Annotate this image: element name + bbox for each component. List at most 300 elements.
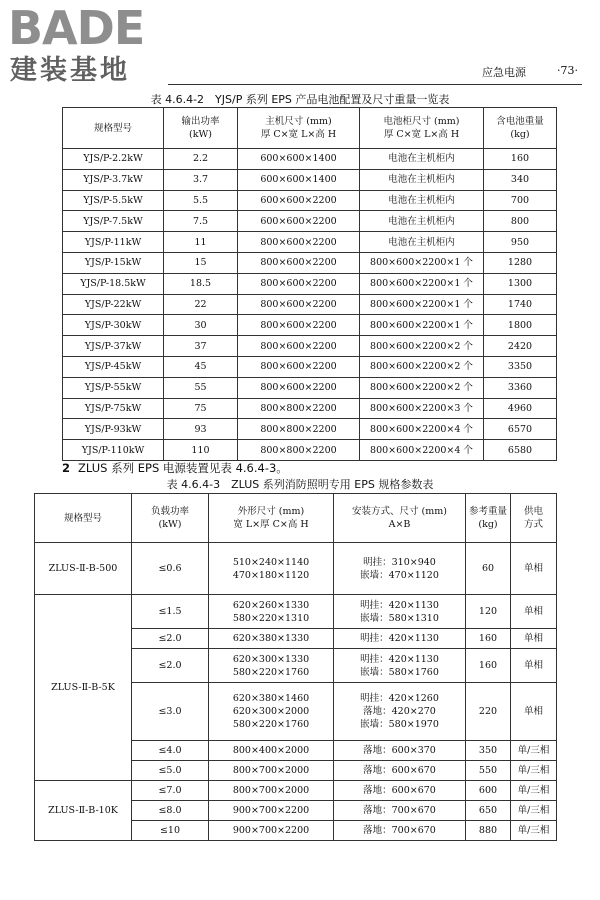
cell-weight — [484, 169, 557, 190]
cell-model — [63, 336, 164, 357]
cell-battery-size — [360, 273, 484, 294]
cell-mount — [334, 543, 466, 595]
logo-wordmark: BADE — [8, 1, 145, 55]
cell-weight-line: 350 — [478, 745, 498, 756]
cell-battery-size-line: 800×600×2200×2 个 — [370, 382, 473, 394]
cell-model — [63, 149, 164, 170]
cell-dims — [209, 741, 334, 761]
table2-header-1 — [132, 494, 209, 543]
cell-host-size — [238, 377, 360, 398]
paragraph-text: ZLUS 系列 EPS 电源装置见表 4.6.4-3。 — [78, 461, 288, 475]
cell-mount-line: 落地：600×370 — [363, 745, 436, 756]
cell-host-size-line: 800×800×2200 — [260, 402, 337, 414]
table2-header-3-line: A×B — [388, 519, 411, 530]
cell-model — [63, 252, 164, 273]
cell-supply-line: 单相 — [523, 660, 543, 671]
table2-header-2 — [209, 494, 334, 543]
cell-model-line: YJS/P-37kW — [84, 340, 142, 352]
cell-model-line: YJS/P-5.5kW — [83, 194, 143, 206]
cell-supply — [511, 801, 557, 821]
cell-battery-size-line: 800×600×2200×1 个 — [370, 257, 473, 269]
cell-battery-size-line: 800×600×2200×1 个 — [370, 278, 473, 290]
cell-model-line: YJS/P-22kW — [84, 298, 142, 310]
table1-header-1-line: 输出功率 — [181, 116, 220, 127]
cell-model — [63, 294, 164, 315]
cell-dims — [209, 821, 334, 841]
cell-weight-line: 1800 — [507, 319, 533, 331]
cell-host-size-line: 800×600×2200 — [260, 298, 337, 310]
cell-mount-line: 嵌墙：580×1760 — [360, 666, 439, 678]
cell-power-line: ≤2.0 — [158, 633, 182, 644]
cell-model — [63, 315, 164, 336]
table2-header-4-line: 参考重量 — [468, 506, 507, 517]
cell-battery-size — [360, 252, 484, 273]
table1-header-0 — [63, 108, 164, 149]
cell-dims-line: 800×700×2000 — [232, 765, 310, 776]
cell-weight — [484, 440, 557, 461]
cell-supply — [511, 649, 557, 683]
cell-battery-size — [360, 149, 484, 170]
table-row — [63, 252, 557, 273]
cell-power — [164, 336, 238, 357]
cell-mount — [334, 761, 466, 781]
table-row — [35, 781, 557, 801]
cell-battery-size-line: 800×600×2200×4 个 — [370, 423, 473, 435]
cell-power — [164, 273, 238, 294]
table1-header-3 — [360, 108, 484, 149]
table2-header-0 — [35, 494, 132, 543]
cell-model — [63, 211, 164, 232]
cell-weight-line: 340 — [510, 174, 530, 186]
cell-model — [35, 595, 132, 781]
cell-weight — [484, 232, 557, 253]
cell-model-line: YJS/P-2.2kW — [83, 153, 143, 165]
cell-power-line: ≤0.6 — [158, 563, 182, 574]
cell-weight — [466, 595, 511, 629]
cell-weight-line: 160 — [478, 633, 498, 644]
cell-dims — [209, 543, 334, 595]
cell-weight-line: 2420 — [507, 340, 533, 352]
cell-power-line: 18.5 — [189, 278, 212, 290]
paragraph-2 — [62, 460, 288, 476]
cell-mount — [334, 683, 466, 741]
cell-power-line: 7.5 — [192, 215, 209, 227]
cell-supply-line: 单/三相 — [517, 765, 550, 776]
cell-dims-line: 900×700×2200 — [232, 825, 310, 836]
table1-header-4-line: 含电池重量 — [496, 116, 544, 127]
cell-host-size-line: 600×600×1400 — [260, 153, 337, 165]
cell-mount-line: 嵌墙：470×1120 — [360, 569, 439, 581]
cell-mount-line: 落地：600×670 — [363, 785, 436, 796]
table-row — [63, 315, 557, 336]
cell-host-size-line: 800×800×2200 — [260, 423, 337, 435]
cell-weight — [466, 781, 511, 801]
cell-weight-line: 220 — [478, 706, 498, 717]
cell-weight — [484, 294, 557, 315]
cell-power-line: 55 — [194, 382, 207, 394]
cell-supply-line: 单相 — [523, 606, 543, 617]
cell-weight-line: 60 — [481, 563, 495, 574]
cell-power-line: ≤3.0 — [158, 706, 182, 717]
cell-dims-line: 620×260×1330 — [232, 599, 310, 611]
cell-model-line: YJS/P-7.5kW — [83, 215, 143, 227]
table2-header-4 — [466, 494, 511, 543]
cell-power — [132, 629, 209, 649]
cell-host-size-line: 800×600×2200 — [260, 257, 337, 269]
cell-host-size — [238, 252, 360, 273]
cell-supply-line: 单/三相 — [517, 745, 550, 756]
cell-weight — [484, 315, 557, 336]
cell-battery-size-line: 800×600×2200×2 个 — [370, 361, 473, 373]
cell-power-line: ≤2.0 — [158, 660, 182, 671]
cell-power — [132, 543, 209, 595]
cell-model-line: YJS/P-55kW — [84, 382, 142, 394]
cell-weight-line: 1300 — [507, 278, 533, 290]
cell-power — [132, 595, 209, 629]
cell-battery-size — [360, 315, 484, 336]
table-row — [63, 232, 557, 253]
cell-host-size — [238, 149, 360, 170]
cell-power-line: 15 — [194, 257, 207, 269]
cell-power — [132, 649, 209, 683]
cell-host-size — [238, 419, 360, 440]
cell-power-line: ≤4.0 — [158, 745, 182, 756]
cell-mount — [334, 741, 466, 761]
cell-weight-line: 3360 — [507, 382, 533, 394]
table1-header-1-line: (kW) — [189, 129, 212, 140]
cell-weight-line: 880 — [478, 825, 498, 836]
cell-weight — [466, 629, 511, 649]
header-rule — [168, 84, 582, 85]
cell-dims-line: 470×180×1120 — [232, 569, 310, 581]
table1-header-1 — [164, 108, 238, 149]
cell-weight — [484, 336, 557, 357]
cell-model — [35, 543, 132, 595]
cell-dims-line: 800×400×2000 — [232, 745, 310, 756]
cell-supply-line: 单相 — [523, 706, 543, 717]
cell-model — [63, 398, 164, 419]
cell-host-size — [238, 440, 360, 461]
cell-weight-line: 6570 — [507, 423, 533, 435]
table1-header-2 — [238, 108, 360, 149]
cell-battery-size-line: 800×600×2200×3 个 — [370, 402, 473, 414]
table2-caption: 表 4.6.4-3 ZLUS 系列消防照明专用 EPS 规格参数表 — [166, 478, 434, 491]
table1-header-4 — [484, 108, 557, 149]
cell-weight-line: 160 — [478, 660, 498, 671]
cell-host-size-line: 800×600×2200 — [260, 236, 337, 248]
cell-dims — [209, 801, 334, 821]
cell-battery-size-line: 800×600×2200×1 个 — [370, 319, 473, 331]
table-row — [63, 149, 557, 170]
cell-power-line: ≤7.0 — [158, 785, 182, 796]
cell-weight — [466, 649, 511, 683]
cell-power-line: 11 — [194, 236, 207, 248]
cell-battery-size — [360, 336, 484, 357]
cell-power-line: 3.7 — [192, 174, 209, 186]
cell-supply — [511, 683, 557, 741]
table2-header-0-line: 规格型号 — [63, 512, 102, 524]
table2-header-4-line: (kg) — [478, 519, 498, 530]
cell-host-size-line: 800×600×2200 — [260, 319, 337, 331]
cell-weight-line: 800 — [510, 215, 530, 227]
cell-power-line: 110 — [191, 444, 210, 456]
cell-host-size-line: 600×600×1400 — [260, 174, 337, 186]
cell-battery-size-line: 800×600×2200×2 个 — [370, 340, 473, 352]
cell-mount-line: 明挂：420×1130 — [360, 633, 439, 644]
cell-battery-size — [360, 169, 484, 190]
cell-model — [63, 377, 164, 398]
cell-dims-line: 580×220×1760 — [232, 666, 310, 678]
cell-mount — [334, 821, 466, 841]
cell-dims — [209, 649, 334, 683]
cell-model-line: ZLUS-Ⅱ-B-10K — [48, 805, 118, 816]
cell-weight-line: 6580 — [507, 444, 533, 456]
cell-host-size — [238, 169, 360, 190]
cell-mount — [334, 595, 466, 629]
table-row — [63, 273, 557, 294]
cell-mount-line: 明挂：310×940 — [363, 556, 436, 568]
table-row — [63, 190, 557, 211]
cell-host-size-line: 800×600×2200 — [260, 278, 337, 290]
table1-header-4-line: (kg) — [510, 129, 530, 140]
running-header-section: 应急电源 — [482, 66, 526, 79]
table-row — [63, 169, 557, 190]
cell-weight — [484, 211, 557, 232]
table-row — [63, 336, 557, 357]
cell-power-line: 22 — [194, 298, 207, 310]
cell-weight — [484, 419, 557, 440]
cell-power — [164, 252, 238, 273]
cell-weight — [484, 377, 557, 398]
table1-header-3-line: 电池柜尺寸 (mm) — [383, 116, 460, 127]
cell-model — [63, 232, 164, 253]
table-row — [63, 211, 557, 232]
table1-header-2-line: 主机尺寸 (mm) — [265, 116, 332, 127]
cell-power-line: 5.5 — [192, 194, 209, 206]
cell-power — [164, 315, 238, 336]
cell-weight — [484, 149, 557, 170]
cell-weight — [466, 761, 511, 781]
cell-power-line: ≤1.5 — [158, 606, 182, 617]
paragraph-number: 2 — [62, 461, 71, 475]
cell-mount — [334, 649, 466, 683]
cell-power — [164, 232, 238, 253]
cell-dims-line: 800×700×2000 — [232, 785, 310, 796]
cell-weight-line: 160 — [510, 153, 530, 165]
cell-mount-line: 落地：700×670 — [363, 805, 436, 816]
cell-dims-line: 580×220×1760 — [232, 719, 310, 730]
cell-model-line: YJS/P-11kW — [84, 236, 142, 248]
cell-power — [164, 149, 238, 170]
table2-header-1-line: (kW) — [158, 519, 182, 530]
cell-mount-line: 明挂：420×1130 — [360, 653, 439, 665]
cell-battery-size-line: 800×600×2200×1 个 — [370, 298, 473, 310]
cell-host-size-line: 800×800×2200 — [260, 444, 337, 456]
cell-power — [164, 211, 238, 232]
cell-weight — [484, 356, 557, 377]
cell-power — [132, 761, 209, 781]
cell-battery-size-line: 电池在主机柜内 — [388, 153, 455, 165]
cell-mount — [334, 781, 466, 801]
cell-battery-size — [360, 398, 484, 419]
table-row — [63, 440, 557, 461]
cell-dims-line: 900×700×2200 — [232, 805, 310, 816]
cell-battery-size-line: 电池在主机柜内 — [388, 174, 455, 186]
table-row — [63, 419, 557, 440]
table2-header-3 — [334, 494, 466, 543]
table-row — [35, 595, 557, 629]
cell-power — [132, 781, 209, 801]
cell-host-size — [238, 190, 360, 211]
cell-battery-size-line: 电池在主机柜内 — [388, 194, 455, 206]
cell-power — [132, 801, 209, 821]
cell-power-line: 75 — [194, 402, 207, 414]
cell-mount — [334, 801, 466, 821]
table1-header-2-line: 厚 C×宽 L×高 H — [260, 129, 337, 140]
cell-weight-line: 550 — [478, 765, 498, 776]
cell-power-line: ≤8.0 — [158, 805, 182, 816]
cell-power — [132, 683, 209, 741]
cell-power — [164, 169, 238, 190]
table2-header-3-line: 安装方式、尺寸 (mm) — [352, 506, 447, 517]
cell-host-size-line: 800×600×2200 — [260, 340, 337, 352]
table1-caption: 表 4.6.4-2 YJS/P 系列 EPS 产品电池配置及尺寸重量一览表 — [150, 93, 450, 106]
cell-weight-line: 1740 — [507, 298, 533, 310]
cell-dims-line: 620×300×2000 — [232, 706, 310, 717]
cell-mount-line: 落地：700×670 — [363, 825, 436, 836]
cell-supply-line: 单/三相 — [517, 825, 550, 836]
table-row — [63, 377, 557, 398]
cell-power-line: 45 — [194, 361, 207, 373]
cell-weight-line: 600 — [478, 785, 498, 796]
cell-battery-size-line: 电池在主机柜内 — [388, 236, 455, 248]
table1-header-3-line: 厚 C×宽 L×高 H — [383, 129, 460, 140]
cell-model-line: YJS/P-75kW — [84, 402, 142, 414]
cell-supply — [511, 595, 557, 629]
cell-model-line: ZLUS-Ⅱ-B-5K — [51, 682, 115, 693]
zlus-table — [34, 493, 557, 841]
cell-mount-line: 嵌墙：580×1970 — [360, 719, 439, 730]
cell-weight — [484, 190, 557, 211]
cell-weight — [466, 821, 511, 841]
cell-power — [164, 377, 238, 398]
cell-supply-line: 单相 — [523, 563, 543, 574]
cell-battery-size — [360, 377, 484, 398]
cell-mount — [334, 629, 466, 649]
cell-weight — [466, 801, 511, 821]
cell-battery-size-line: 电池在主机柜内 — [388, 215, 455, 227]
cell-power-line: 37 — [194, 340, 207, 352]
cell-dims-line: 620×380×1330 — [232, 633, 310, 644]
cell-weight-line: 120 — [478, 606, 498, 617]
cell-battery-size — [360, 190, 484, 211]
cell-power-line: 93 — [194, 423, 207, 435]
cell-host-size — [238, 336, 360, 357]
cell-model-line: ZLUS-Ⅱ-B-500 — [48, 563, 118, 574]
cell-power-line: ≤5.0 — [158, 765, 182, 776]
table2-header-1-line: 负载功率 — [150, 506, 189, 517]
cell-model — [63, 169, 164, 190]
cell-power — [164, 419, 238, 440]
cell-dims-line: 510×240×1140 — [232, 556, 310, 568]
cell-weight-line: 4960 — [507, 402, 533, 414]
cell-weight — [466, 683, 511, 741]
cell-battery-size — [360, 232, 484, 253]
cell-power — [164, 356, 238, 377]
cell-power — [132, 741, 209, 761]
cell-dims — [209, 629, 334, 649]
cell-supply — [511, 629, 557, 649]
cell-host-size — [238, 398, 360, 419]
cell-supply-line: 单相 — [523, 633, 543, 644]
cell-model — [35, 781, 132, 841]
cell-host-size — [238, 232, 360, 253]
cell-weight-line: 700 — [510, 194, 530, 206]
cell-supply — [511, 741, 557, 761]
cell-host-size — [238, 211, 360, 232]
cell-dims — [209, 781, 334, 801]
cell-dims — [209, 595, 334, 629]
page-number: ·73· — [557, 64, 578, 77]
cell-host-size-line: 600×600×2200 — [260, 215, 337, 227]
cell-power — [164, 190, 238, 211]
cell-model-line: YJS/P-30kW — [84, 319, 142, 331]
cell-battery-size — [360, 294, 484, 315]
cell-dims-line: 620×380×1460 — [232, 693, 310, 704]
cell-weight — [484, 273, 557, 294]
cell-dims — [209, 761, 334, 781]
cell-mount-line: 明挂：420×1130 — [360, 599, 439, 611]
cell-model — [63, 440, 164, 461]
table-row — [63, 294, 557, 315]
cell-host-size-line: 600×600×2200 — [260, 194, 337, 206]
cell-mount-line: 落地：600×670 — [363, 765, 436, 776]
cell-weight-line: 650 — [478, 805, 498, 816]
cell-host-size — [238, 315, 360, 336]
cell-power — [164, 440, 238, 461]
cell-battery-size — [360, 419, 484, 440]
cell-model-line: YJS/P-110kW — [81, 444, 145, 456]
cell-model-line: YJS/P-18.5kW — [80, 278, 146, 290]
table-row — [63, 356, 557, 377]
table2-header-5-line: 方式 — [523, 519, 543, 530]
cell-weight — [466, 543, 511, 595]
cell-dims — [209, 683, 334, 741]
cell-battery-size-line: 800×600×2200×4 个 — [370, 444, 473, 456]
cell-power — [164, 294, 238, 315]
cell-host-size — [238, 356, 360, 377]
cell-model-line: YJS/P-3.7kW — [83, 174, 143, 186]
cell-host-size — [238, 294, 360, 315]
cell-power-line: ≤10 — [159, 825, 181, 836]
cell-supply — [511, 543, 557, 595]
cell-weight-line: 950 — [510, 236, 530, 248]
cell-supply — [511, 821, 557, 841]
cell-model-line: YJS/P-45kW — [84, 361, 142, 373]
cell-model-line: YJS/P-93kW — [84, 423, 142, 435]
cell-model — [63, 273, 164, 294]
cell-model — [63, 356, 164, 377]
yjs-p-table — [62, 107, 557, 461]
table2-header-5-line: 供电 — [523, 506, 543, 517]
cell-weight — [484, 252, 557, 273]
table-row — [63, 398, 557, 419]
cell-supply — [511, 781, 557, 801]
cell-model — [63, 419, 164, 440]
cell-weight-line: 1280 — [507, 257, 533, 269]
cell-weight — [484, 398, 557, 419]
cell-mount-line: 嵌墙：580×1310 — [360, 612, 439, 624]
